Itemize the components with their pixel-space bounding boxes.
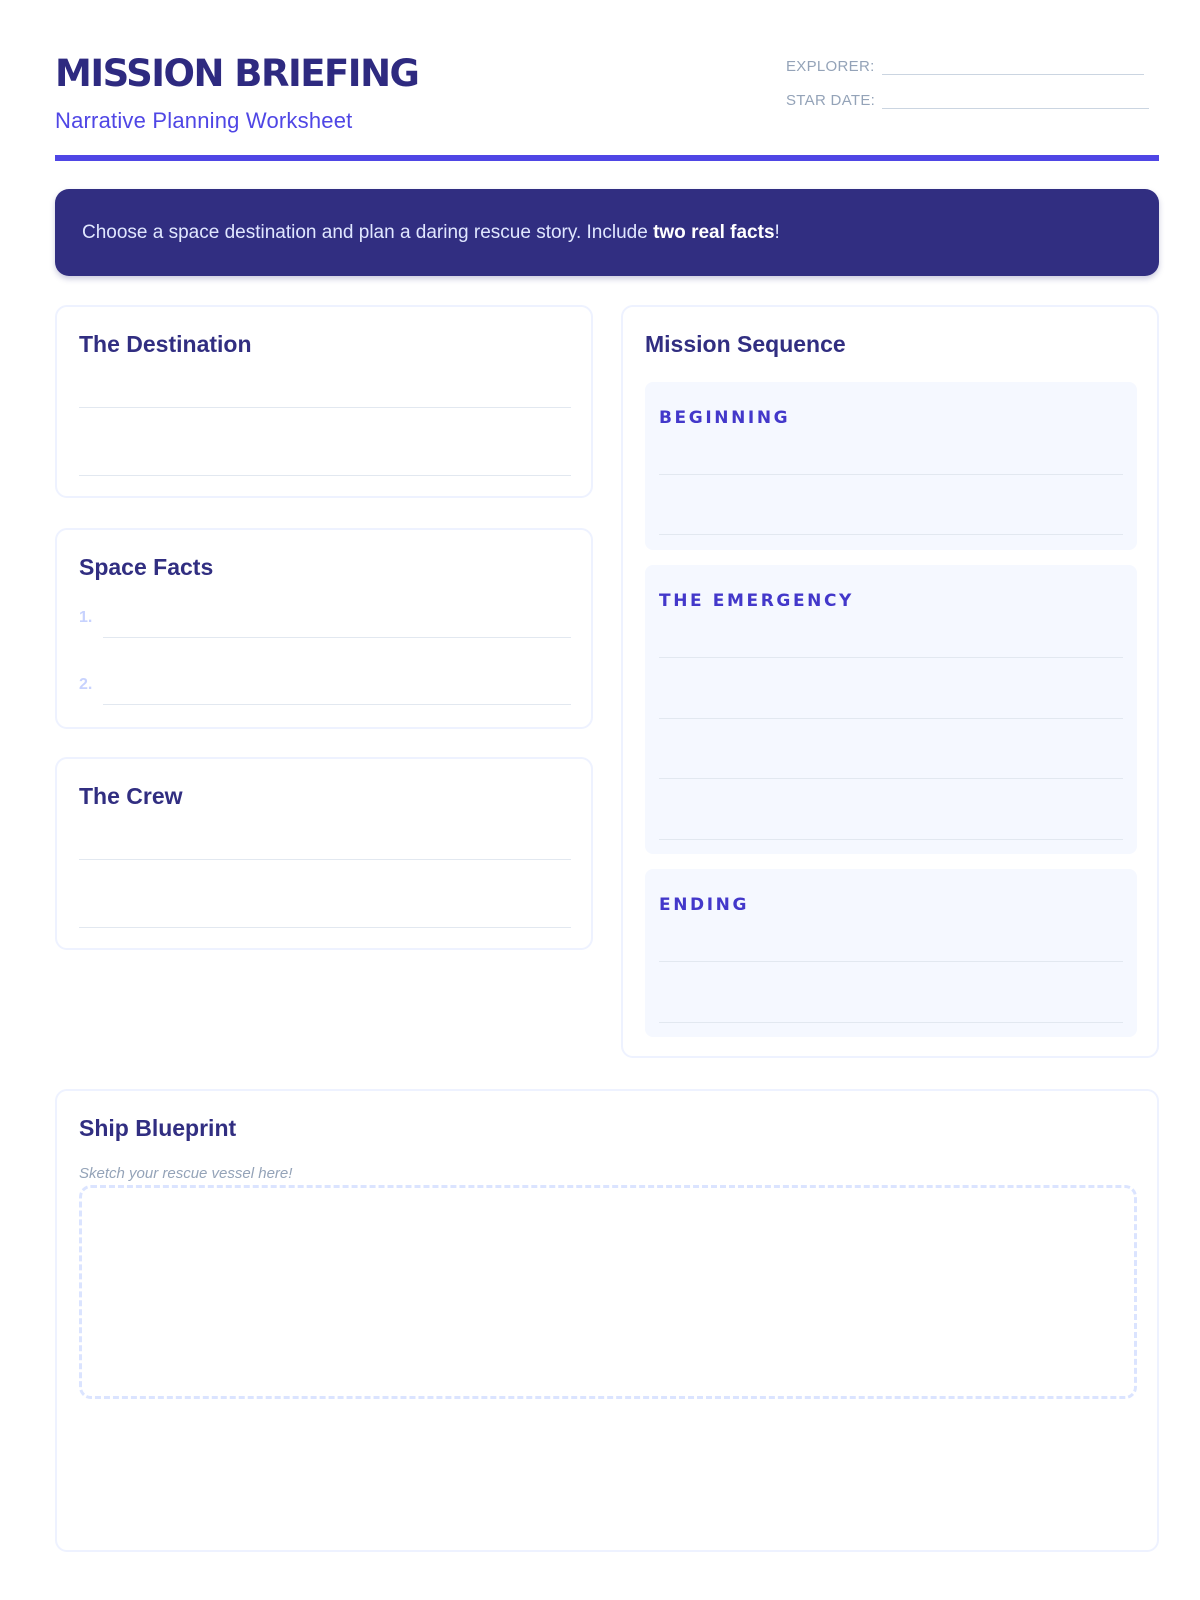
header-divider <box>55 155 1159 161</box>
beginning-line-1[interactable] <box>659 474 1123 475</box>
star-date-input-line[interactable] <box>882 90 1149 109</box>
mission-sequence-title: Mission Sequence <box>645 331 846 357</box>
emergency-line-3[interactable] <box>659 778 1123 779</box>
explorer-field <box>786 56 1144 75</box>
beginning-label: BEGINNING <box>659 408 791 428</box>
ending-section <box>645 869 1137 1037</box>
mission-sequence-card <box>621 305 1159 1058</box>
page-title: MISSION BRIEFING <box>55 52 419 95</box>
destination-title: The Destination <box>79 331 252 357</box>
destination-line-1[interactable] <box>79 407 571 408</box>
ending-line-1[interactable] <box>659 961 1123 962</box>
fact-line-1[interactable] <box>103 637 571 638</box>
emergency-section <box>645 565 1137 854</box>
ship-blueprint-hint: Sketch your rescue vessel here! <box>79 1165 293 1182</box>
space-facts-card <box>55 528 593 729</box>
beginning-section <box>645 382 1137 550</box>
beginning-line-2[interactable] <box>659 534 1123 535</box>
fact-number-2: 2. <box>79 676 93 693</box>
emergency-line-2[interactable] <box>659 718 1123 719</box>
emergency-line-1[interactable] <box>659 657 1123 658</box>
fact-number-1: 1. <box>79 609 93 626</box>
crew-line-1[interactable] <box>79 859 571 860</box>
sketch-area[interactable] <box>79 1185 1137 1399</box>
space-facts-title: Space Facts <box>79 554 214 580</box>
ship-blueprint-title: Ship Blueprint <box>79 1115 237 1141</box>
explorer-input-line[interactable] <box>882 56 1144 75</box>
ending-line-2[interactable] <box>659 1022 1123 1023</box>
instruction-banner <box>55 189 1159 276</box>
crew-card <box>55 757 593 950</box>
emergency-label: THE EMERGENCY <box>659 591 854 611</box>
emergency-line-4[interactable] <box>659 839 1123 840</box>
star-date-field <box>786 90 1149 109</box>
destination-card <box>55 305 593 498</box>
destination-line-2[interactable] <box>79 475 571 476</box>
ending-label: ENDING <box>659 895 750 915</box>
fact-line-2[interactable] <box>103 704 571 705</box>
page-subtitle: Narrative Planning Worksheet <box>55 108 353 133</box>
instruction-text: Choose a space destination and plan a daring rescue story. Include two real facts! <box>82 221 780 243</box>
instruction-emphasis: two real facts <box>653 221 775 243</box>
star-date-label: STAR DATE: <box>786 92 876 109</box>
crew-line-2[interactable] <box>79 927 571 928</box>
ship-blueprint-card <box>55 1089 1159 1552</box>
crew-title: The Crew <box>79 783 183 809</box>
explorer-label: EXPLORER: <box>786 58 875 75</box>
